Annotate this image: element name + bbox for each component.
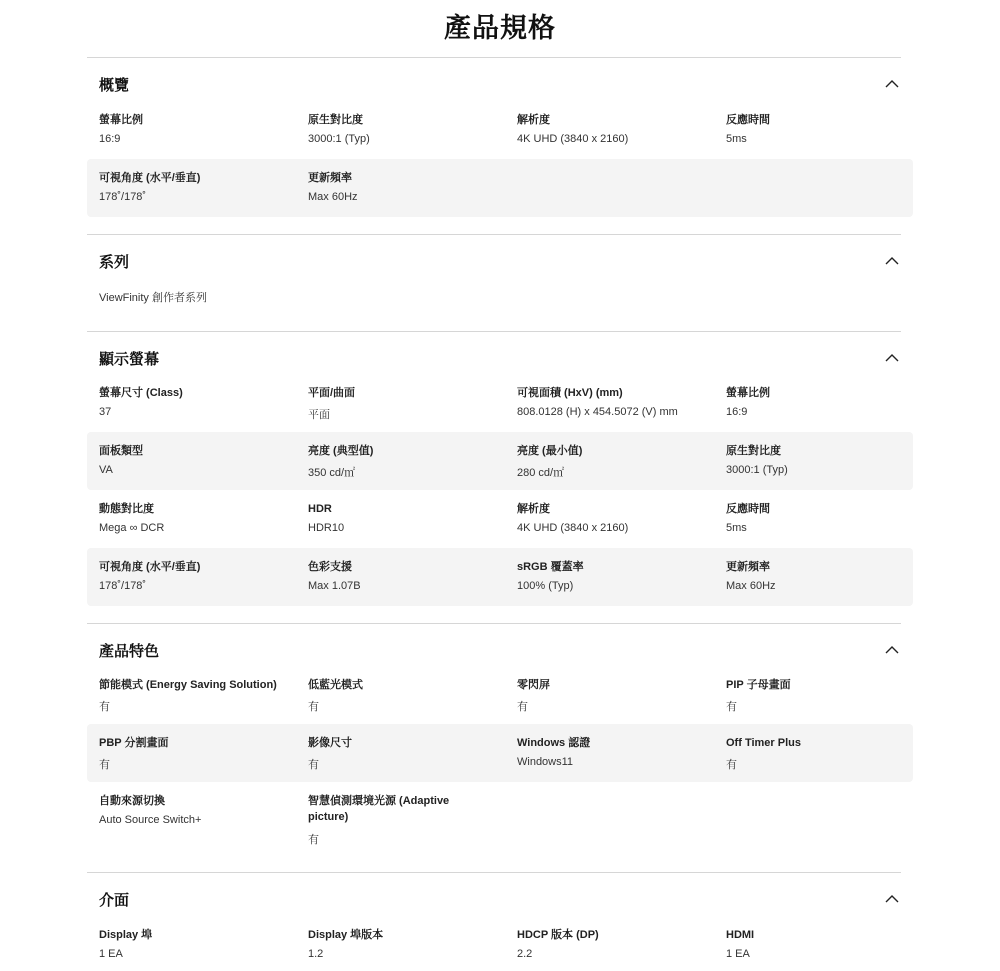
spec-label: 平面/曲面 (308, 387, 356, 399)
spec-value: 16:9 (99, 133, 121, 145)
spec-row (87, 548, 913, 606)
section-divider (87, 234, 901, 235)
spec-label: 亮度 (最小值) (517, 445, 583, 457)
spec-value: 有 (517, 701, 528, 713)
section-title-overview: 概覽 (99, 77, 130, 94)
spec-label: Off Timer Plus (726, 737, 801, 749)
spec-value: Mega ∞ DCR (99, 522, 165, 534)
spec-label: PBP 分割畫面 (99, 737, 169, 749)
spec-label: 零閃屏 (517, 679, 550, 691)
spec-value: Max 1.07B (308, 580, 361, 592)
spec-label: 解析度 (517, 503, 550, 515)
spec-value: 有 (308, 759, 319, 771)
spec-row (87, 374, 913, 432)
spec-value: 3000:1 (Typ) (308, 133, 370, 145)
section-title-display: 顯示螢幕 (99, 351, 160, 368)
section-divider (87, 331, 901, 332)
spec-label: Display 埠 (99, 929, 153, 941)
spec-label: 更新頻率 (308, 172, 352, 184)
spec-value: 178˚/178˚ (99, 580, 147, 592)
spec-row (87, 666, 913, 724)
spec-value: 4K UHD (3840 x 2160) (517, 133, 629, 145)
spec-value: 5ms (726, 133, 747, 145)
spec-value: 350 cd/㎡ (308, 467, 356, 479)
spec-row (87, 490, 913, 548)
page-title: 產品規格 (444, 13, 556, 43)
section-title-interface: 介面 (99, 892, 130, 909)
spec-label: HDCP 版本 (DP) (517, 929, 599, 941)
spec-label: 更新頻率 (726, 561, 770, 573)
spec-label: PIP 子母畫面 (726, 679, 791, 691)
spec-value: VA (99, 464, 113, 476)
spec-label: 亮度 (典型值) (308, 445, 374, 457)
spec-value: Max 60Hz (726, 580, 776, 592)
spec-value: 808.0128 (H) x 454.5072 (V) mm (517, 406, 678, 418)
collapse-interface-chevron-up-icon[interactable] (884, 891, 900, 907)
section-title-features: 產品特色 (99, 643, 160, 660)
spec-value: 有 (99, 759, 110, 771)
spec-value: HDR10 (308, 522, 345, 534)
spec-value: 平面 (308, 409, 330, 421)
spec-label: 可視角度 (水平/垂直) (99, 172, 201, 184)
spec-row (87, 916, 913, 971)
spec-value: 3000:1 (Typ) (726, 464, 788, 476)
spec-label: 節能模式 (Energy Saving Solution) (99, 679, 277, 691)
spec-label: Windows 認證 (517, 737, 591, 749)
collapse-display-chevron-up-icon[interactable] (884, 350, 900, 366)
collapse-features-chevron-up-icon[interactable] (884, 642, 900, 658)
spec-label: 可視面積 (HxV) (mm) (517, 387, 623, 399)
spec-label: 反應時間 (726, 503, 770, 515)
spec-value: Windows11 (517, 756, 574, 768)
spec-value: Max 60Hz (308, 191, 358, 203)
section-divider (87, 623, 901, 624)
spec-row (87, 159, 913, 217)
section-divider (87, 57, 901, 58)
collapse-overview-chevron-up-icon[interactable] (884, 76, 900, 92)
collapse-series-chevron-up-icon[interactable] (884, 253, 900, 269)
spec-row (87, 782, 913, 862)
spec-value: 有 (308, 834, 319, 846)
spec-value: 178˚/178˚ (99, 191, 147, 203)
spec-value: 16:9 (726, 406, 748, 418)
spec-row (87, 432, 913, 490)
spec-value: 1 EA (726, 948, 750, 960)
spec-label: 低藍光模式 (308, 679, 363, 691)
spec-value: 有 (726, 759, 737, 771)
spec-label: 原生對比度 (726, 445, 781, 457)
spec-label: Display 埠版本 (308, 929, 384, 941)
section-title-series: 系列 (99, 254, 130, 271)
spec-value: 37 (99, 406, 112, 418)
spec-label: 影像尺寸 (308, 737, 352, 749)
spec-value: 有 (99, 701, 110, 713)
spec-label: 螢幕比例 (99, 114, 143, 126)
spec-label: 面板類型 (99, 445, 143, 457)
spec-label: HDMI (726, 929, 755, 941)
spec-label: 色彩支援 (308, 561, 352, 573)
spec-value: 280 cd/㎡ (517, 467, 565, 479)
spec-value: 5ms (726, 522, 747, 534)
spec-label: 智慧偵測環境光源 (Adaptive picture) (308, 795, 450, 823)
spec-value: 1.2 (308, 948, 324, 960)
spec-value: 有 (308, 701, 319, 713)
spec-label: 動態對比度 (99, 503, 154, 515)
series-value: ViewFinity 創作者系列 (99, 292, 207, 304)
spec-label: 解析度 (517, 114, 550, 126)
spec-value: 2.2 (517, 948, 533, 960)
spec-label: 原生對比度 (308, 114, 363, 126)
section-divider (87, 872, 901, 873)
spec-value: 1 EA (99, 948, 123, 960)
spec-value: 有 (726, 701, 737, 713)
spec-value: 4K UHD (3840 x 2160) (517, 522, 629, 534)
spec-value: Auto Source Switch+ (99, 814, 202, 826)
spec-row (87, 101, 913, 159)
spec-label: 自動來源切換 (99, 795, 165, 807)
spec-value: 100% (Typ) (517, 580, 574, 592)
spec-label: 反應時間 (726, 114, 770, 126)
spec-row (87, 724, 913, 782)
spec-label: HDR (308, 503, 332, 515)
spec-label: sRGB 覆蓋率 (517, 561, 584, 573)
spec-label: 螢幕尺寸 (Class) (99, 387, 183, 399)
spec-label: 可視角度 (水平/垂直) (99, 561, 201, 573)
spec-label: 螢幕比例 (726, 387, 770, 399)
